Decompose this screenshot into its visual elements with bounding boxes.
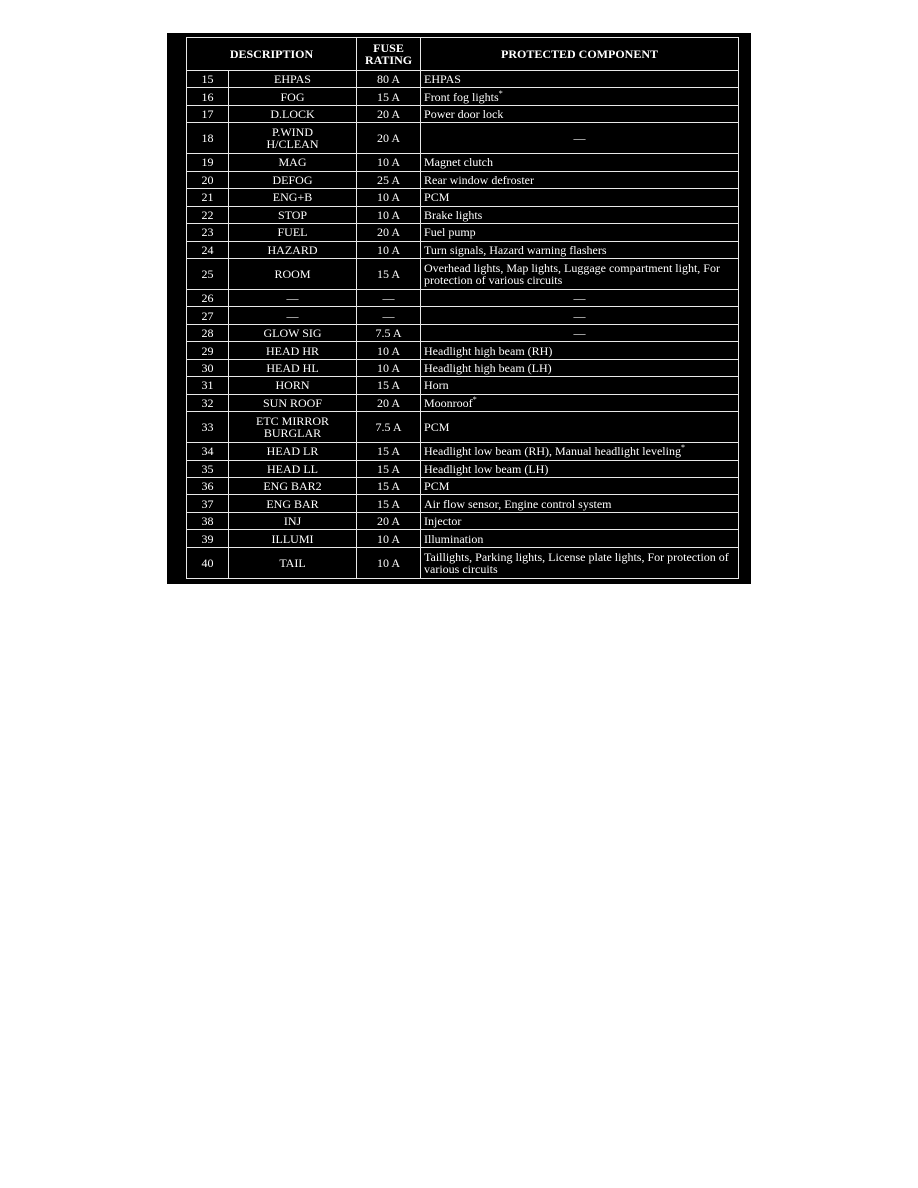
fuse-rating-cell (357, 530, 421, 547)
fuse-number-text: 34 (201, 444, 214, 459)
fuse-description-text: HAZARD (267, 242, 318, 257)
fuse-rating-text: — (382, 291, 395, 306)
protected-component-text: Front fog lights (424, 89, 499, 104)
fuse-description-text: — (286, 308, 299, 323)
table-row (187, 88, 739, 105)
fuse-description-text: ILLUMI (271, 531, 314, 546)
table-row (187, 377, 739, 394)
fuse-rating-cell (357, 512, 421, 529)
protected-component-text: Power door lock (424, 107, 504, 122)
table-row (187, 307, 739, 324)
footnote-marker: * (680, 443, 685, 453)
protected-component-text: PCM (424, 479, 450, 494)
protected-component-text: EHPAS (424, 72, 461, 87)
fuse-number-text: 21 (201, 190, 214, 205)
fuse-number-text: 39 (201, 531, 214, 546)
table-row (187, 394, 739, 411)
fuse-rating-text: 10 A (377, 343, 401, 358)
fuse-description-cell (229, 512, 357, 529)
fuse-description-text: HEAD HL (266, 361, 319, 376)
fuse-description-cell (229, 324, 357, 341)
fuse-number-cell (187, 171, 229, 188)
fuse-rating-cell (357, 189, 421, 206)
fuse-description-text: D.LOCK (270, 107, 315, 122)
table-row (187, 359, 739, 376)
fuse-description-cell (229, 259, 357, 290)
fuse-number-cell (187, 241, 229, 258)
fuse-description-cell (229, 394, 357, 411)
protected-component-text: Horn (424, 378, 449, 393)
protected-component-text: Headlight high beam (RH) (424, 343, 553, 358)
fuse-description-text: HEAD LL (267, 461, 318, 476)
table-row (187, 512, 739, 529)
table-row (187, 460, 739, 477)
fuse-number-cell (187, 412, 229, 443)
table-row (187, 154, 739, 171)
protected-component-cell (421, 105, 739, 122)
protected-component-cell (421, 547, 739, 578)
fuse-description-text: ENG BAR (266, 496, 319, 511)
table-body (187, 71, 739, 579)
protected-component-cell (421, 394, 739, 411)
fuse-number-cell (187, 477, 229, 494)
fuse-description-text: STOP (277, 207, 308, 222)
protected-component-cell (421, 495, 739, 512)
fuse-number-text: 27 (201, 308, 214, 323)
fuse-rating-text: 10 A (377, 242, 401, 257)
table-row (187, 206, 739, 223)
fuse-description-text: SUN ROOF (263, 395, 323, 410)
fuse-number-text: 29 (201, 343, 214, 358)
fuse-rating-text: 15 A (377, 479, 401, 494)
fuse-number-cell (187, 342, 229, 359)
fuse-description-cell (229, 477, 357, 494)
fuse-rating-text: 20 A (377, 107, 401, 122)
fuse-rating-cell (357, 289, 421, 306)
protected-component-text: Headlight low beam (RH), Manual headlight leveling (424, 444, 681, 459)
fuse-number-cell (187, 289, 229, 306)
fuse-description-cell (229, 154, 357, 171)
fuse-description-text: — (286, 291, 299, 306)
fuse-number-cell (187, 394, 229, 411)
fuse-number-text: 32 (201, 395, 214, 410)
protected-component-text: Fuel pump (424, 225, 476, 240)
fuse-number-text: 30 (201, 361, 214, 376)
header-rating-line2: RATING (364, 53, 413, 67)
protected-component-text: — (573, 131, 586, 146)
protected-component-text: Headlight high beam (LH) (424, 361, 552, 376)
fuse-description-text: INJ (283, 514, 302, 529)
fuse-number-cell (187, 105, 229, 122)
fuse-description-text: TAIL (279, 555, 306, 570)
fuse-number-text: 23 (201, 225, 214, 240)
table-row (187, 259, 739, 290)
fuse-rating-text: 15 A (377, 89, 401, 104)
protected-component-cell (421, 154, 739, 171)
protected-component-cell (421, 71, 739, 88)
protected-component-cell (421, 259, 739, 290)
fuse-rating-text: 10 A (377, 155, 401, 170)
fuse-number-cell (187, 359, 229, 376)
fuse-description-text: ROOM (274, 266, 311, 281)
protected-component-text: Rear window defroster (424, 172, 534, 187)
protected-component-cell (421, 412, 739, 443)
fuse-number-text: 20 (201, 172, 214, 187)
table-row (187, 495, 739, 512)
fuse-description-text: HORN (275, 378, 310, 393)
header-rating-line1: FUSE (373, 41, 404, 55)
protected-component-text: Brake lights (424, 207, 483, 222)
fuse-rating-text: 25 A (377, 172, 401, 187)
fuse-description-cell (229, 88, 357, 105)
header-row (187, 38, 739, 71)
fuse-description-text: ENG BAR2 (263, 479, 322, 494)
fuse-rating-cell (357, 495, 421, 512)
fuse-number-text: 17 (201, 107, 214, 122)
protected-component-text: — (573, 291, 586, 306)
fuse-rating-text: 15 A (377, 496, 401, 511)
fuse-description-text: ENG+B (272, 190, 313, 205)
fuse-rating-cell (357, 412, 421, 443)
fuse-rating-text: 80 A (377, 72, 401, 87)
table-row (187, 123, 739, 154)
fuse-number-text: 31 (201, 378, 214, 393)
protected-component-cell (421, 88, 739, 105)
fuse-description-cell (229, 412, 357, 443)
fuse-rating-text: 15 A (377, 266, 401, 281)
protected-component-cell (421, 189, 739, 206)
fuse-rating-text: 20 A (377, 395, 401, 410)
protected-component-text: Magnet clutch (424, 155, 493, 170)
protected-component-cell (421, 324, 739, 341)
fuse-number-text: 28 (201, 326, 214, 341)
fuse-description-text: HEAD LR (266, 444, 319, 459)
protected-component-cell (421, 443, 739, 460)
fuse-description-cell (229, 547, 357, 578)
fuse-description-text: FOG (280, 89, 305, 104)
table-row (187, 171, 739, 188)
fuse-rating-text: 7.5 A (375, 326, 402, 341)
fuse-number-text: 16 (201, 89, 214, 104)
fuse-rating-text: 7.5 A (375, 420, 402, 435)
header-fuse-rating (357, 38, 421, 71)
protected-component-cell (421, 307, 739, 324)
fuse-number-cell (187, 324, 229, 341)
fuse-rating-text: 20 A (377, 131, 401, 146)
fuse-rating-cell (357, 154, 421, 171)
fuse-description-cell (229, 105, 357, 122)
fuse-number-cell (187, 88, 229, 105)
fuse-description-text: GLOW SIG (263, 326, 322, 341)
fuse-rating-text: 10 A (377, 190, 401, 205)
table-row (187, 189, 739, 206)
fuse-number-cell (187, 460, 229, 477)
fuse-rating-cell (357, 105, 421, 122)
protected-component-cell (421, 460, 739, 477)
fuse-number-text: 37 (201, 496, 214, 511)
protected-component-cell (421, 206, 739, 223)
fuse-rating-cell (357, 307, 421, 324)
table-row (187, 324, 739, 341)
fuse-rating-cell (357, 88, 421, 105)
fuse-description-cell (229, 241, 357, 258)
fuse-number-cell (187, 495, 229, 512)
fuse-number-text: 19 (201, 155, 214, 170)
fuse-number-cell (187, 259, 229, 290)
table-row (187, 224, 739, 241)
fuse-rating-cell (357, 377, 421, 394)
fuse-description-cell (229, 377, 357, 394)
fuse-number-text: 25 (201, 266, 214, 281)
protected-component-text: Overhead lights, Map lights, Luggage compartment light, For protection of various circuits (424, 260, 720, 287)
protected-component-text: Headlight low beam (LH) (424, 461, 549, 476)
fuse-number-cell (187, 71, 229, 88)
protected-component-cell (421, 289, 739, 306)
fuse-table-figure (167, 33, 751, 584)
fuse-description-text: FUEL (277, 225, 308, 240)
fuse-rating-text: 20 A (377, 225, 401, 240)
fuse-number-cell (187, 377, 229, 394)
fuse-rating-cell (357, 547, 421, 578)
fuse-description-cell (229, 342, 357, 359)
protected-component-text: Turn signals, Hazard warning flashers (424, 242, 607, 257)
fuse-rating-text: 15 A (377, 378, 401, 393)
fuse-rating-cell (357, 460, 421, 477)
protected-component-cell (421, 224, 739, 241)
fuse-number-cell (187, 123, 229, 154)
fuse-number-text: 40 (201, 555, 214, 570)
fuse-number-cell (187, 443, 229, 460)
fuse-description-cell (229, 224, 357, 241)
fuse-number-cell (187, 547, 229, 578)
fuse-description-cell (229, 460, 357, 477)
fuse-rating-text: 10 A (377, 207, 401, 222)
footnote-marker: * (498, 88, 503, 98)
fuse-rating-cell (357, 171, 421, 188)
fuse-number-text: 26 (201, 291, 214, 306)
protected-component-text: Injector (424, 514, 462, 529)
fuse-rating-cell (357, 259, 421, 290)
protected-component-text: PCM (424, 190, 450, 205)
fuse-rating-text: — (382, 308, 395, 323)
fuse-description-text: DEFOG (272, 172, 313, 187)
fuse-rating-cell (357, 71, 421, 88)
fuse-rating-cell (357, 443, 421, 460)
table-row (187, 241, 739, 258)
protected-component-cell (421, 512, 739, 529)
footnote-marker: * (472, 394, 477, 404)
protected-component-text: PCM (424, 420, 450, 435)
fuse-number-text: 24 (201, 242, 214, 257)
fuse-description-cell (229, 123, 357, 154)
fuse-description-cell (229, 171, 357, 188)
protected-component-text: Illumination (424, 531, 484, 546)
protected-component-cell (421, 123, 739, 154)
fuse-rating-text: 15 A (377, 461, 401, 476)
fuse-number-text: 38 (201, 514, 214, 529)
fuse-rating-text: 10 A (377, 531, 401, 546)
fuse-number-cell (187, 512, 229, 529)
fuse-table (186, 37, 739, 579)
table-row (187, 547, 739, 578)
fuse-description-cell (229, 71, 357, 88)
fuse-rating-cell (357, 477, 421, 494)
protected-component-cell (421, 477, 739, 494)
fuse-rating-cell (357, 342, 421, 359)
fuse-description-text: EHPAS (274, 72, 311, 87)
fuse-number-cell (187, 206, 229, 223)
fuse-description-cell (229, 289, 357, 306)
fuse-description-text: P.WIND H/CLEAN (266, 125, 319, 152)
protected-component-text: — (573, 308, 586, 323)
fuse-number-cell (187, 189, 229, 206)
table-row (187, 71, 739, 88)
protected-component-cell (421, 171, 739, 188)
fuse-rating-cell (357, 324, 421, 341)
fuse-rating-cell (357, 394, 421, 411)
fuse-number-cell (187, 224, 229, 241)
fuse-description-cell (229, 495, 357, 512)
fuse-rating-text: 15 A (377, 444, 401, 459)
fuse-description-cell (229, 307, 357, 324)
fuse-description-text: MAG (278, 155, 307, 170)
table-row (187, 412, 739, 443)
protected-component-text: — (573, 326, 586, 341)
table-row (187, 289, 739, 306)
fuse-description-cell (229, 189, 357, 206)
protected-component-text: Taillights, Parking lights, License plate lights, For protection of various circuits (424, 549, 729, 576)
fuse-number-text: 18 (201, 131, 214, 146)
fuse-rating-cell (357, 241, 421, 258)
fuse-rating-cell (357, 224, 421, 241)
fuse-number-cell (187, 307, 229, 324)
fuse-description-text: ETC MIRROR BURGLAR (256, 414, 330, 441)
table-row (187, 443, 739, 460)
protected-component-cell (421, 359, 739, 376)
fuse-description-cell (229, 359, 357, 376)
fuse-number-text: 22 (201, 207, 214, 222)
table-row (187, 477, 739, 494)
table-row (187, 342, 739, 359)
fuse-number-text: 15 (201, 72, 214, 87)
fuse-description-cell (229, 206, 357, 223)
protected-component-cell (421, 377, 739, 394)
fuse-rating-cell (357, 206, 421, 223)
fuse-number-text: 33 (201, 420, 214, 435)
fuse-rating-cell (357, 123, 421, 154)
protected-component-cell (421, 530, 739, 547)
fuse-rating-text: 20 A (377, 514, 401, 529)
header-description: DESCRIPTION (187, 38, 357, 71)
fuse-description-cell (229, 443, 357, 460)
table-row (187, 530, 739, 547)
fuse-rating-text: 10 A (377, 361, 401, 376)
fuse-description-text: HEAD HR (266, 343, 319, 358)
protected-component-cell (421, 342, 739, 359)
fuse-rating-text: 10 A (377, 555, 401, 570)
fuse-number-cell (187, 530, 229, 547)
fuse-number-text: 35 (201, 461, 214, 476)
table-row (187, 105, 739, 122)
protected-component-cell (421, 241, 739, 258)
header-protected-component: PROTECTED COMPONENT (421, 38, 739, 71)
protected-component-text: Moonroof (424, 395, 473, 410)
fuse-rating-cell (357, 359, 421, 376)
fuse-description-cell (229, 530, 357, 547)
fuse-number-cell (187, 154, 229, 171)
protected-component-text: Air flow sensor, Engine control system (424, 496, 612, 511)
fuse-number-text: 36 (201, 479, 214, 494)
